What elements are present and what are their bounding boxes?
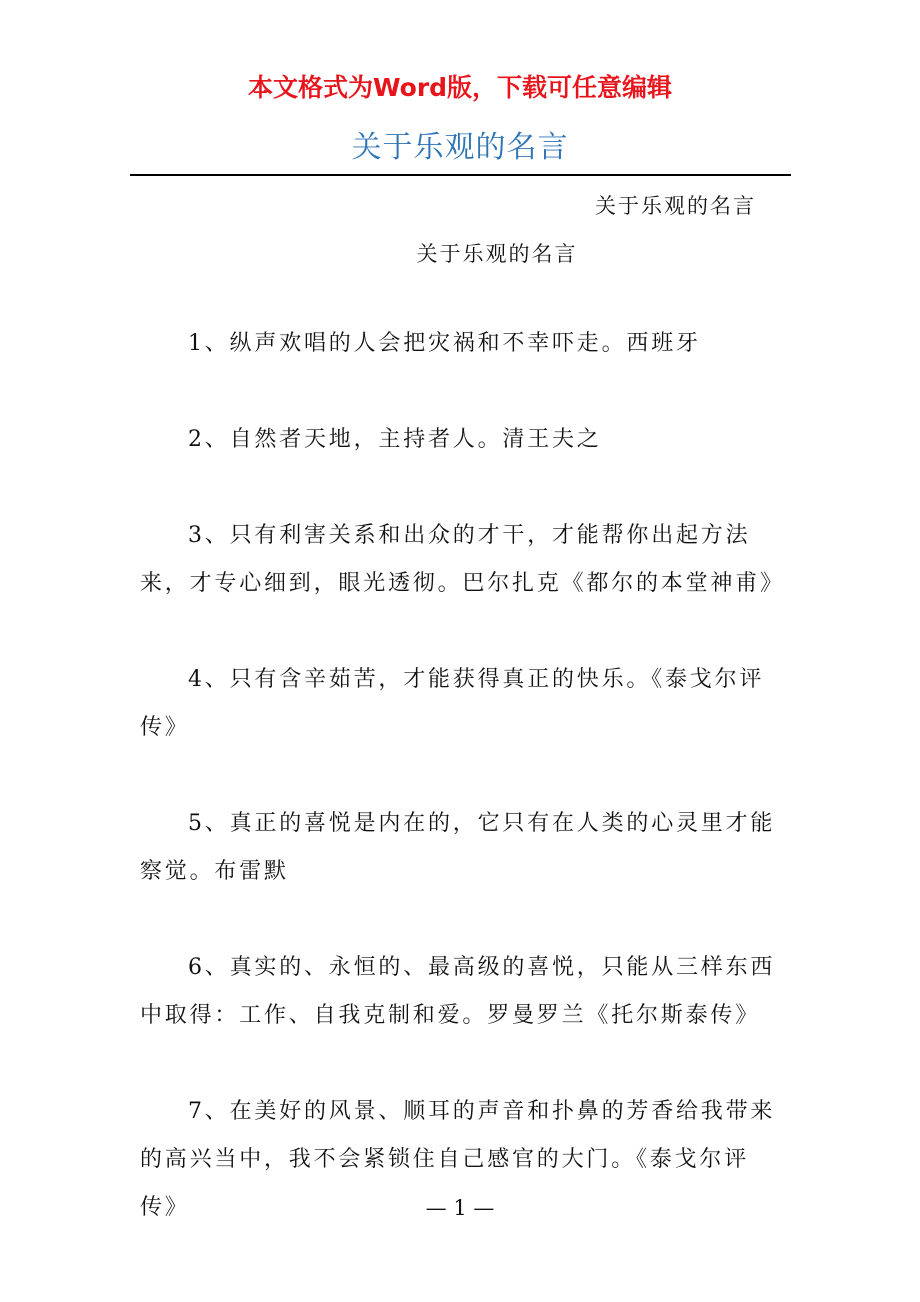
document-title: 关于乐观的名言 [351,130,569,165]
quote-item-5: 5、真正的喜悦是内在的，它只有在人类的心灵里才能察觉。布雷默 [140,811,776,884]
quote-item-2: 2、自然者天地，主持者人。清王夫之 [188,427,602,452]
article-title: 关于乐观的名言 [416,242,578,266]
title-divider [130,174,791,176]
running-header: 关于乐观的名言 [595,194,756,218]
quote-item-4: 4、只有含辛茹苦，才能获得真正的快乐。《泰戈尔评传》 [140,667,765,740]
quote-list [140,320,785,1280]
word-format-banner: 本文格式为Word版，下载可任意编辑 [247,73,673,102]
quote-item-6: 6、真实的、永恒的、最高级的喜悦，只能从三样东西中取得：工作、自我克制和爱。罗曼罗兰《托尔斯泰传》 [140,955,776,1028]
quote-item-1: 1、纵声欢唱的人会把灾祸和不幸吓走。西班牙 [188,331,701,356]
quote-item-3: 3、只有利害关系和出众的才干，才能帮你出起方法来，才专心细到，眼光透彻。巴尔扎克《都尔的本堂神甫》 [140,523,785,596]
page-number: — 1 — [425,1196,495,1220]
quote-item-7: 7、在美好的风景、顺耳的声音和扑鼻的芳香给我带来的高兴当中，我不会紧锁住自己感官的大门。《泰戈尔评传》 [140,1099,776,1220]
